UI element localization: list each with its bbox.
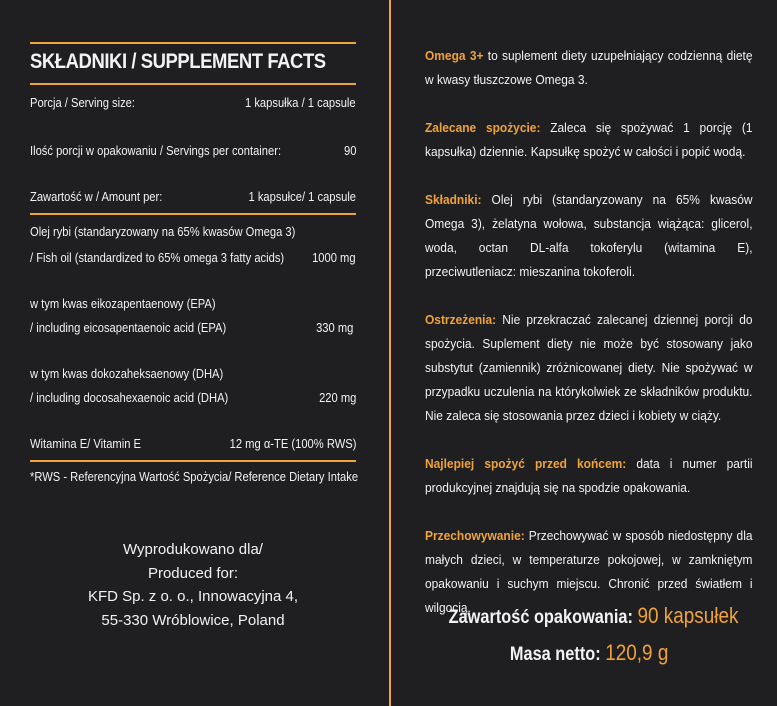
fish-oil-pl: Olej rybi (standaryzowany na 65% kwasów Omega 3) — [30, 224, 296, 239]
info-column — [425, 44, 753, 644]
dha-pl: w tym kwas dokozaheksaenowy (DHA) — [30, 366, 224, 381]
warnings-text: Nie przekraczać zalecanej dziennej porcji do spożycia. Suplement diety nie może być stosowany jako substytut (zamiennik) zróżnicowanej diety. Nie spożywać w przypadku uczulenia na którykolwiek ze składników produktu. Nie zaleca się stosowania przez dzieci i kobiety w ciąży. — [425, 312, 753, 423]
package-mass — [425, 640, 753, 666]
dha-value: 220 mg — [318, 390, 356, 405]
producer-line-4: 55-330 Wróblowice, Poland — [101, 611, 285, 629]
omega-text: to suplement diety uzupełniający codzienną dietę w kwasy tłuszczowe Omega 3. — [425, 48, 753, 87]
storage-text: Przechowywać w sposób niedostępny dla małych dzieci, w temperaturze pokojowej, w zamkniętym opakowaniu i suchym miejscu. Chronić przed światłem i wilgocią. — [425, 528, 753, 615]
ingredients-paragraph — [425, 188, 753, 284]
warnings-heading: Ostrzeżenia: — [425, 312, 497, 327]
serving-size-label: Porcja / Serving size: — [30, 95, 136, 110]
facts-title: SKŁADNIKI / SUPPLEMENT FACTS — [30, 50, 326, 73]
producer-line-3: KFD Sp. z o. o., Innowacyjna 4, — [87, 588, 299, 605]
amount-value: 1 kapsułce/ 1 capsule — [248, 189, 356, 204]
warnings-paragraph — [425, 308, 753, 428]
vitamin-label: Witamina E/ Vitamin E — [30, 436, 142, 451]
facts-title-rule — [30, 83, 356, 85]
facts-top-rule — [30, 42, 356, 44]
rws-note: *RWS - Referencyjna Wartość Spożycia/ Reference Dietary Intake — [30, 469, 359, 484]
epa-pl: w tym kwas eikozapentaenowy (EPA) — [30, 296, 216, 311]
servings-label: Ilość porcji w opakowaniu / Servings per container: — [30, 143, 282, 158]
vitamin-rule — [30, 460, 356, 462]
storage-heading: Przechowywanie: — [425, 528, 525, 543]
vitamin-value: 12 mg α-TE (100% RWS) — [229, 436, 356, 451]
mass-label: Masa netto: — [509, 644, 601, 665]
best-before-text: data i numer partii produkcyjnej znajdują się na spodzie opakowania. — [425, 456, 753, 495]
fish-oil-value: 1000 mg — [312, 250, 356, 265]
amount-label: Zawartość w / Amount per: — [30, 189, 163, 204]
column-divider — [389, 0, 391, 706]
epa-value: 330 mg — [315, 320, 353, 335]
package-contents — [425, 603, 753, 629]
fish-oil-en: / Fish oil (standardized to 65% omega 3 fatty acids) — [30, 250, 285, 265]
epa-en: / including eicosapentaenoic acid (EPA) — [30, 320, 227, 335]
omega-heading: Omega 3+ — [425, 48, 484, 63]
contents-value: 90 kapsułek — [637, 603, 739, 628]
mass-value: 120,9 g — [605, 640, 669, 665]
best-before-paragraph — [425, 452, 753, 500]
ingredients-heading: Składniki: — [425, 192, 482, 207]
dose-paragraph — [425, 116, 753, 164]
producer-line-2: Produced for: — [147, 564, 239, 582]
dose-heading: Zalecane spożycie: — [425, 120, 541, 135]
contents-label: Zawartość opakowania: — [448, 607, 633, 628]
producer-line-1: Wyprodukowano dla/ — [123, 541, 263, 558]
dha-en: / including docosahexaenoic acid (DHA) — [30, 390, 229, 405]
ingredients-text: Olej rybi (standaryzowany na 65% kwasów Omega 3), żelatyna wołowa, substancja wiążąca: glicerol, woda, octan DL-alfa tokoferylu (witamina E), przeciwutleniacz: mieszanina tokoferoli. — [425, 192, 753, 279]
serving-size-value: 1 kapsułka / 1 capsule — [245, 95, 356, 110]
amount-rule — [30, 213, 356, 215]
best-before-heading: Najlepiej spożyć przed końcem: — [425, 456, 627, 471]
dose-text: Zaleca się spożywać 1 porcję (1 kapsułka) dziennie. Kapsułkę spożyć w całości i popić wodą. — [425, 120, 753, 159]
servings-value: 90 — [343, 143, 356, 158]
omega-paragraph — [425, 44, 753, 92]
producer-block — [30, 538, 356, 632]
